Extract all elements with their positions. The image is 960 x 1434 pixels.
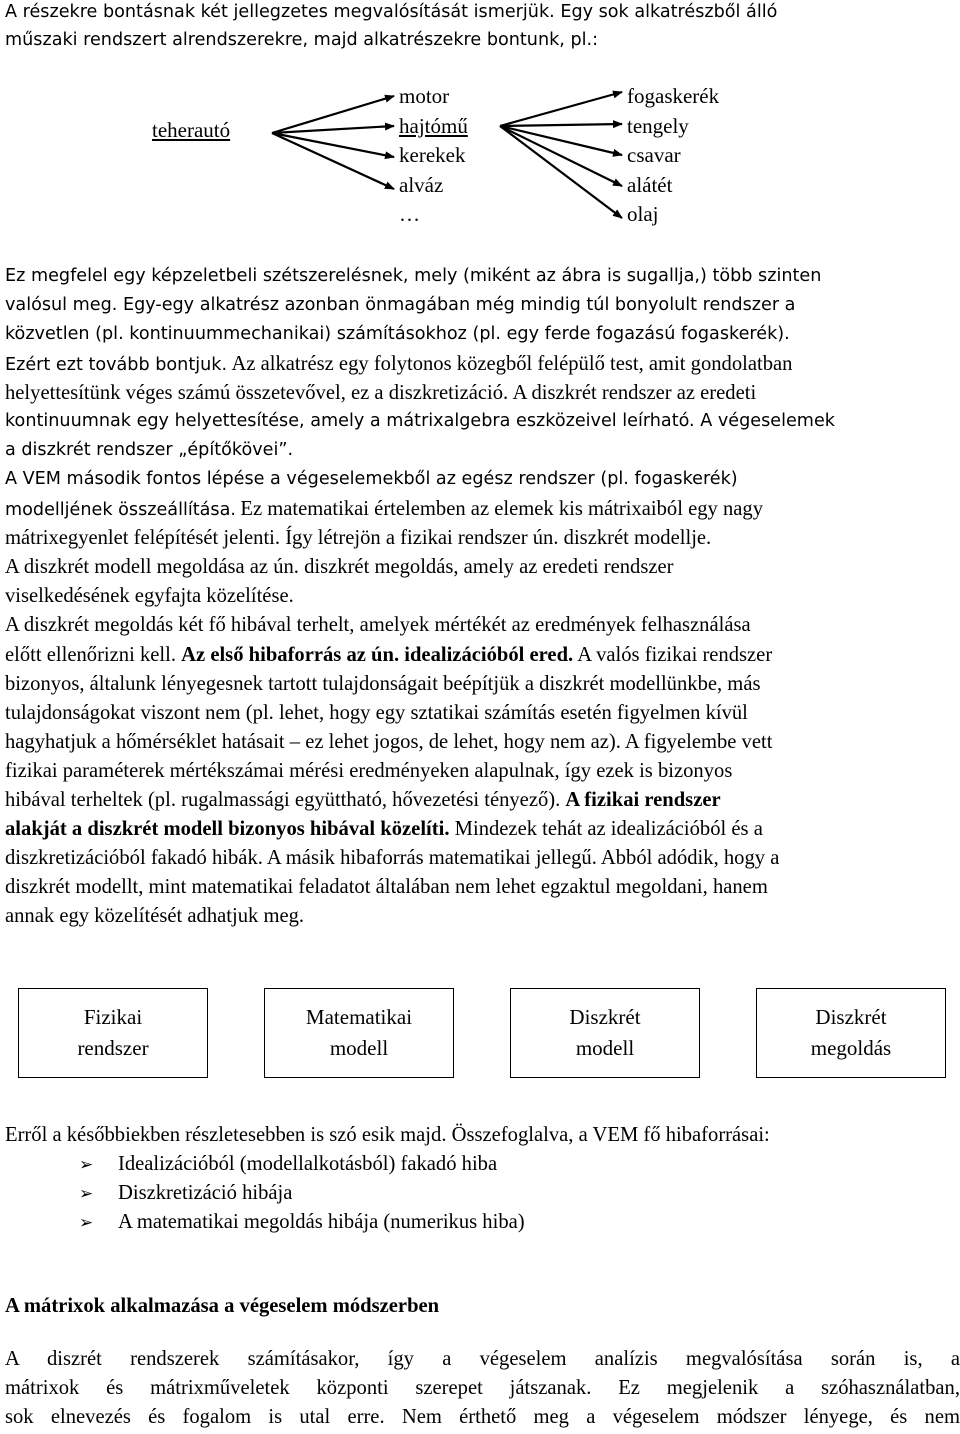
- body-line: A diszkrét megoldás két fő hibával terhelt, amelyek mértékét az eredmények felhasználása: [5, 614, 751, 636]
- bullet-arrow-icon: ➢: [79, 1184, 94, 1204]
- flow-box-discrete-solution: [756, 988, 946, 1078]
- flow-box-label: rendszer: [77, 1036, 149, 1060]
- body-fragment-bold: alakját a diszkrét modell bizonyos hibával közelíti.: [5, 818, 450, 840]
- body-line: viselkedésének egyfajta közelítése.: [5, 585, 294, 607]
- arrow-to-alatet: [500, 126, 622, 186]
- tree-level1-item: …: [399, 202, 420, 226]
- summary-bullet: Diszkretizáció hibája: [118, 1182, 293, 1204]
- body-line: közvetlen (pl. kontinuummechanikai) számításokhoz (pl. egy ferde fogazású fogaskerék).: [5, 324, 790, 344]
- body-line: Ez megfelel egy képzeletbeli szétszerelésnek, mely (miként az ábra is sugallja,) több szinten: [5, 266, 822, 286]
- flow-box-label: megoldás: [810, 1036, 892, 1060]
- body-line: tulajdonságokat viszont nem (pl. lehet, hogy egy sztatikai számítás esetén figyelmen kívül: [5, 702, 748, 724]
- body-fragment: helyettesítünk véges számú összetevővel, ez a diszkretizáció.: [5, 382, 509, 404]
- body-fragment: modelljének összeállítása.: [5, 500, 236, 520]
- tree-level2-item: csavar: [627, 143, 681, 167]
- body-line-mixed: [5, 789, 721, 812]
- body-line-mixed: [5, 353, 792, 376]
- tree-level1-item: motor: [399, 84, 450, 108]
- body-line: fizikai paraméterek mértékszámai mérési eredményeken alapulnak, így ezek is bizonyos: [5, 760, 733, 782]
- body-line-mixed: [5, 818, 763, 841]
- tree-level2-item: fogaskerék: [627, 84, 720, 108]
- bullet-arrow-icon: ➢: [79, 1155, 94, 1175]
- flow-box-label: Matematikai: [305, 1005, 413, 1029]
- body-line: diszkrét modellt, mint matematikai feladatot általában nem lehet egzaktul megoldani, hanem: [5, 876, 768, 898]
- body-line: diszkretizációból fakadó hibák. A másik hibaforrás matematikai jellegű. Abból adódik, hogy a: [5, 847, 780, 869]
- flow-box-label: Fizikai: [83, 1005, 143, 1029]
- arrow-to-alvaz: [272, 133, 394, 189]
- body-line: hagyhatjuk a hőmérséklet hatásait – ez lehet jogos, de lehet, hogy nem az). A figyelembe vett: [5, 731, 773, 753]
- body-fragment: Az alkatrész egy folytonos közegből felépülő test, amit gondolatban: [231, 353, 793, 375]
- tree-arrows: [0, 0, 960, 240]
- flow-box-label: Diszkrét: [569, 1005, 641, 1029]
- intro-line-1: A részekre bontásnak két jellegzetes megvalósítását ismerjük. Egy sok alkatrészből álló: [5, 2, 778, 22]
- body-line: annak egy közelítését adhatjuk meg.: [5, 905, 305, 927]
- body-line: mátrixegyenlet felépítését jelenti. Így létrejön a fizikai rendszer ún. diszkrét modellje.: [5, 527, 712, 549]
- flow-box-discrete-model: [510, 988, 700, 1078]
- flow-box-label: Diszkrét: [815, 1005, 887, 1029]
- flow-box-label: modell: [329, 1036, 389, 1060]
- body-line: A VEM második fontos lépése a végeselemekből az egész rendszer (pl. fogaskerék): [5, 469, 738, 489]
- arrow-to-kerekek: [272, 133, 394, 157]
- body-line: bizonyos, általunk lényegesnek tartott tulajdonságait beépítjük a diszkrét modellünkbe, más: [5, 673, 761, 695]
- body-fragment: hibával terheltek (pl. rugalmassági együttható, hővezetési tényező).: [5, 789, 561, 811]
- tree-level1-item: alváz: [399, 172, 444, 197]
- tree-level2-item: alátét: [627, 172, 673, 197]
- tree-level2-item: tengely: [627, 113, 689, 138]
- body-fragment: Mindezek tehát az idealizációból és a: [454, 818, 763, 840]
- tree-level1-item: hajtómű: [399, 113, 468, 138]
- body-line-mixed: [5, 644, 772, 667]
- tree-root: teherautó: [152, 118, 231, 142]
- body-line: valósul meg. Egy-egy alkatrész azonban önmagában még mindig túl bonyolult rendszer a: [5, 295, 796, 315]
- body-fragment: Ezért ezt tovább bontjuk.: [5, 355, 228, 375]
- summary-lead: Erről a későbbiekben részletesebben is szó esik majd. Összefoglalva, a VEM fő hibaforrásai:: [5, 1124, 770, 1146]
- tree-level1: [399, 82, 468, 230]
- body-line-mixed: [5, 498, 763, 521]
- body-fragment: Ez matematikai értelemben az elemek kis mátrixaiból egy nagy: [240, 498, 764, 520]
- body-fragment-bold: Az első hibaforrás az ún. idealizációból ered.: [181, 644, 574, 666]
- body-fragment-bold: A fizikai rendszer: [565, 789, 721, 811]
- section-line: A diszrét rendszerek számításakor, így a végeselem analízis megvalósítása során is, a: [5, 1348, 960, 1370]
- flow-box-physical-system: [18, 988, 208, 1078]
- tree-level2: [627, 82, 719, 230]
- body-fragment: A diszkrét rendszer az eredeti: [512, 382, 757, 404]
- summary-bullet: Idealizációból (modellalkotásból) fakadó hiba: [118, 1153, 498, 1175]
- flow-box-label: modell: [575, 1036, 635, 1060]
- arrow-to-fogaskerek: [500, 92, 622, 126]
- body-fragment: A valós fizikai rendszer: [577, 644, 773, 666]
- tree-level1-item: kerekek: [399, 143, 466, 167]
- body-line-mixed: [5, 382, 756, 405]
- body-line: A diszkrét modell megoldása az ún. diszkrét megoldás, amely az eredeti rendszer: [5, 556, 674, 578]
- summary-bullet: A matematikai megoldás hibája (numerikus hiba): [118, 1211, 525, 1233]
- tree-level2-item: olaj: [627, 202, 659, 226]
- section-line: mátrixok és mátrixműveletek központi szerepet játszanak. Ez megjelenik a szóhasználatban,: [5, 1377, 960, 1399]
- arrow-to-tengely: [500, 124, 622, 126]
- flow-box-math-model: [264, 988, 454, 1078]
- section-heading: A mátrixok alkalmazása a végeselem módszerben: [5, 1295, 440, 1317]
- section-line: sok elnevezés és fogalom is utal erre. Nem érthető meg a végeselem módszer lényege, és nem: [5, 1406, 960, 1428]
- body-fragment: előtt ellenőrizni kell.: [5, 644, 176, 666]
- body-line: kontinuumnak egy helyettesítése, amely a mátrixalgebra eszközeivel leírható. A végeselemek: [5, 411, 835, 431]
- bullet-arrow-icon: ➢: [79, 1213, 94, 1233]
- intro-line-2: műszaki rendszert alrendszerekre, majd alkatrészekre bontunk, pl.:: [5, 30, 599, 50]
- body-line: a diszkrét rendszer „építőkövei”.: [5, 440, 294, 460]
